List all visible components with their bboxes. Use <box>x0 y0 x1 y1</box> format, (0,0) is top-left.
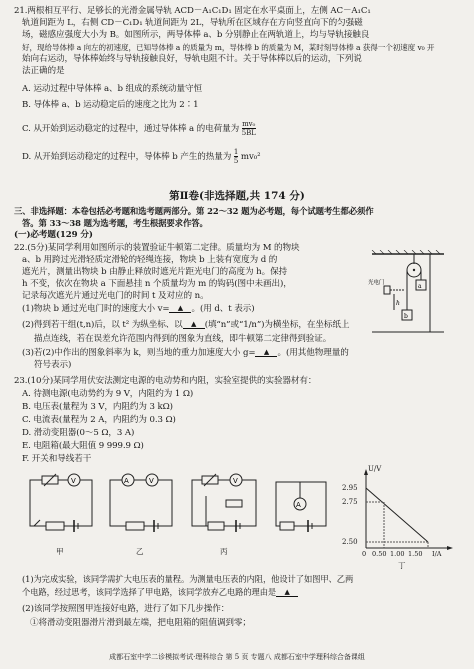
q21-option-c <box>22 120 256 137</box>
graph-ylabel: U/V <box>368 465 382 473</box>
svg-text:a: a <box>418 283 422 290</box>
q23-q2-step1: ①将滑动变阻器滑片滑到最左端，把电阻箱的阻值调到零； <box>30 618 251 628</box>
q23-q2: (2)该同学按照图甲连接好电路，进行了如下几步操作： <box>22 604 230 614</box>
fraction-c <box>242 120 256 137</box>
q21-option-d <box>22 148 260 165</box>
pulley-apparatus-figure <box>364 250 452 338</box>
q21-line-1: 21.两根相互平行、足够长的光滑金属导轨 ACD－A₁C₁D₁ 固定在水平桌面上，左侧 AC－A₁C₁ <box>14 6 371 16</box>
graph-xtick-3: 1.50 <box>408 550 423 558</box>
u-i-graph <box>340 466 460 556</box>
graph-ytick-1: 2.95 <box>342 484 358 492</box>
answer-blank-1: ▲ <box>169 304 191 313</box>
q21-option-a: A. 运动过程中导体棒 a、b 组成的系统动量守恒 <box>22 84 202 94</box>
part2-instruction-1: 三、非选择题：本卷包括必考题和选考题两部分。第 22～32 题为必考题，每个试题考生都必须作 <box>14 206 374 216</box>
fraction-c-num: mv₀ <box>242 120 256 128</box>
fraction-d-den: 5 <box>233 157 239 165</box>
circuit-diagram-4 <box>270 476 332 540</box>
required-heading: (一)必考题(129 分) <box>14 230 93 240</box>
answer-blank-4: ▲ <box>276 588 298 597</box>
q22-sub2-text: (2)得到若干组(t,n)后，以 t² 为纵坐标、以 <box>22 320 183 330</box>
q23-item-a: A. 待测电源(电动势约为 9 V，内阻约为 1 Ω) <box>22 389 194 399</box>
q21-line-3: 场，磁感应强度大小为 B。如图所示，两导体棒 a、b 分别静止在两轨道上，均与导轨接触良 <box>22 30 370 40</box>
q22-sub2-tail: (填“n”或“1/n”)为横坐标，在坐标纸上 <box>204 320 350 330</box>
q21-line-5: 始向右运动，导体棒始终与导轨接触良好，导轨电阻不计。关于导体棒以后的运动，下列说 <box>22 54 362 64</box>
option-c-text: C. 从开始到运动稳定的过程中，通过导体棒 a 的电荷量为 <box>22 124 240 134</box>
circuit-diagram-bing <box>186 472 264 544</box>
q22-line-4: h 不变，依次在物块 a 下面悬挂 n 个质量均为 m 的钩码(图中未画出)， <box>22 279 292 289</box>
q22-sub2-cont: 描点连线，若在误差允许范围内得到的图象为直线，即牛顿第二定律得到验证。 <box>34 334 332 344</box>
graph-xlabel: I/A <box>432 550 442 558</box>
q22-sub3-tail: 。(用其他物理量的 <box>277 348 349 358</box>
q21-line-4: 好，现给导体棒 a 向左的初速度，已知导体棒 a 的质量为 m，导体棒 b 的质量为 M，某时刻导体棒 a 获得一个初速度 v₀ 开 <box>22 43 435 52</box>
circuit-diagram-jia <box>24 472 98 544</box>
fig-label-yi: 乙 <box>136 547 144 556</box>
fraction-d-num: 1 <box>233 148 239 156</box>
q23-item-f: F. 开关和导线若干 <box>22 454 92 464</box>
q22-line-1: 22.(5分)某同学利用如图所示的装置验证牛顿第二定律。质量均为 M 的物块 <box>14 243 300 253</box>
part2-title: 第Ⅱ卷(非选择题,共 174 分) <box>169 190 305 202</box>
fraction-d <box>234 148 238 165</box>
svg-text:V: V <box>71 477 76 485</box>
q22-line-2: a、b 用跨过光滑轻质定滑轮的轻绳连接，物块 b 上装有宽度为 d 的 <box>22 255 278 265</box>
q23-item-b: B. 电压表(量程为 3 V，内阻约为 3 kΩ) <box>22 402 173 412</box>
svg-text:A: A <box>124 477 129 485</box>
svg-text:A: A <box>296 501 301 509</box>
answer-blank-2: ▲ <box>183 320 205 329</box>
circuit-diagram-yi <box>104 472 178 544</box>
graph-ytick-3: 2.50 <box>342 538 358 546</box>
q22-sub2 <box>22 320 349 331</box>
svg-text:光电门: 光电门 <box>368 280 385 286</box>
fraction-c-den: 5BL <box>241 129 256 137</box>
option-d-text: D. 从开始到运动稳定的过程中，导体棒 b 产生的热量为 <box>22 152 232 162</box>
svg-text:V: V <box>149 477 154 485</box>
svg-text:b: b <box>404 313 408 320</box>
q22-sub3 <box>22 348 349 359</box>
fig-label-ding: 丁 <box>398 561 406 570</box>
graph-xtick-1: 0.50 <box>372 550 387 558</box>
part2-instruction-2: 答。第 33～38 题为选考题，考生根据要求作答。 <box>22 218 208 228</box>
fraction-d-tail: mv₀² <box>240 152 261 162</box>
q22-sub1-tail: 。(用 d、t 表示) <box>191 304 255 314</box>
q23-q1-text: 个电路，经过思考，该同学选择了甲电路，该同学放弃乙电路的理由是 <box>22 587 277 597</box>
fig-label-bing: 丙 <box>220 547 228 556</box>
svg-text:h: h <box>396 300 400 307</box>
q22-line-5: 记录每次遮光片通过光电门的时间 t 及对应的 n。 <box>22 291 209 301</box>
q23-q1-line-1: (1)为完成实验，该同学需扩大电压表的量程。为测量电压表的内阻，他设计了如图甲、乙两 <box>22 574 354 584</box>
q22-sub3-text: (3)若(2)中作出的图象斜率为 k，则当地的重力加速度大小 g= <box>22 348 256 358</box>
graph-xtick-0: 0 <box>362 550 367 558</box>
q23-item-c: C. 电流表(量程为 2 A，内阻约为 0.3 Ω) <box>22 415 176 425</box>
q22-sub1 <box>22 304 254 315</box>
q21-line-6: 法正确的是 <box>22 66 65 76</box>
graph-xtick-2: 1.00 <box>390 550 405 558</box>
svg-text:V: V <box>233 477 238 485</box>
q22-sub1-text: (1)物块 b 通过光电门时的速度大小 v= <box>22 304 170 314</box>
q23-q1-line-2 <box>22 587 298 598</box>
graph-ytick-2: 2.75 <box>342 498 358 506</box>
q22-sub3-cont: 符号表示) <box>34 360 72 370</box>
fig-label-jia: 甲 <box>56 547 64 556</box>
q22-line-3: 遮光片，测量出物块 b 由静止释放时遮光片距光电门的高度为 h。保持 <box>22 267 288 277</box>
q21-line-2: 轨道间距为 L，右侧 CD－C₁D₁ 轨道间距为 2L，导轨所在区域存在方向竖直向下的匀强磁 <box>22 18 363 28</box>
q23-item-d: D. 滑动变阻器(0～5 Ω，3 A) <box>22 428 135 438</box>
q21-option-b: B. 导体棒 a、b 运动稳定后的速度之比为 2∶1 <box>22 100 199 110</box>
page-footer: 成都石室中学二诊模拟考试·理科综合 第 5 页 专题八 成都石室中学理科综合备课组 <box>109 653 365 661</box>
q23-line-1: 23.(10分)某同学用伏安法测定电源的电动势和内阻，实验室提供的实验器材有： <box>14 376 317 386</box>
answer-blank-3: ▲ <box>255 348 277 357</box>
q23-item-e: E. 电阻箱(最大阻值 9 999.9 Ω) <box>22 441 144 451</box>
